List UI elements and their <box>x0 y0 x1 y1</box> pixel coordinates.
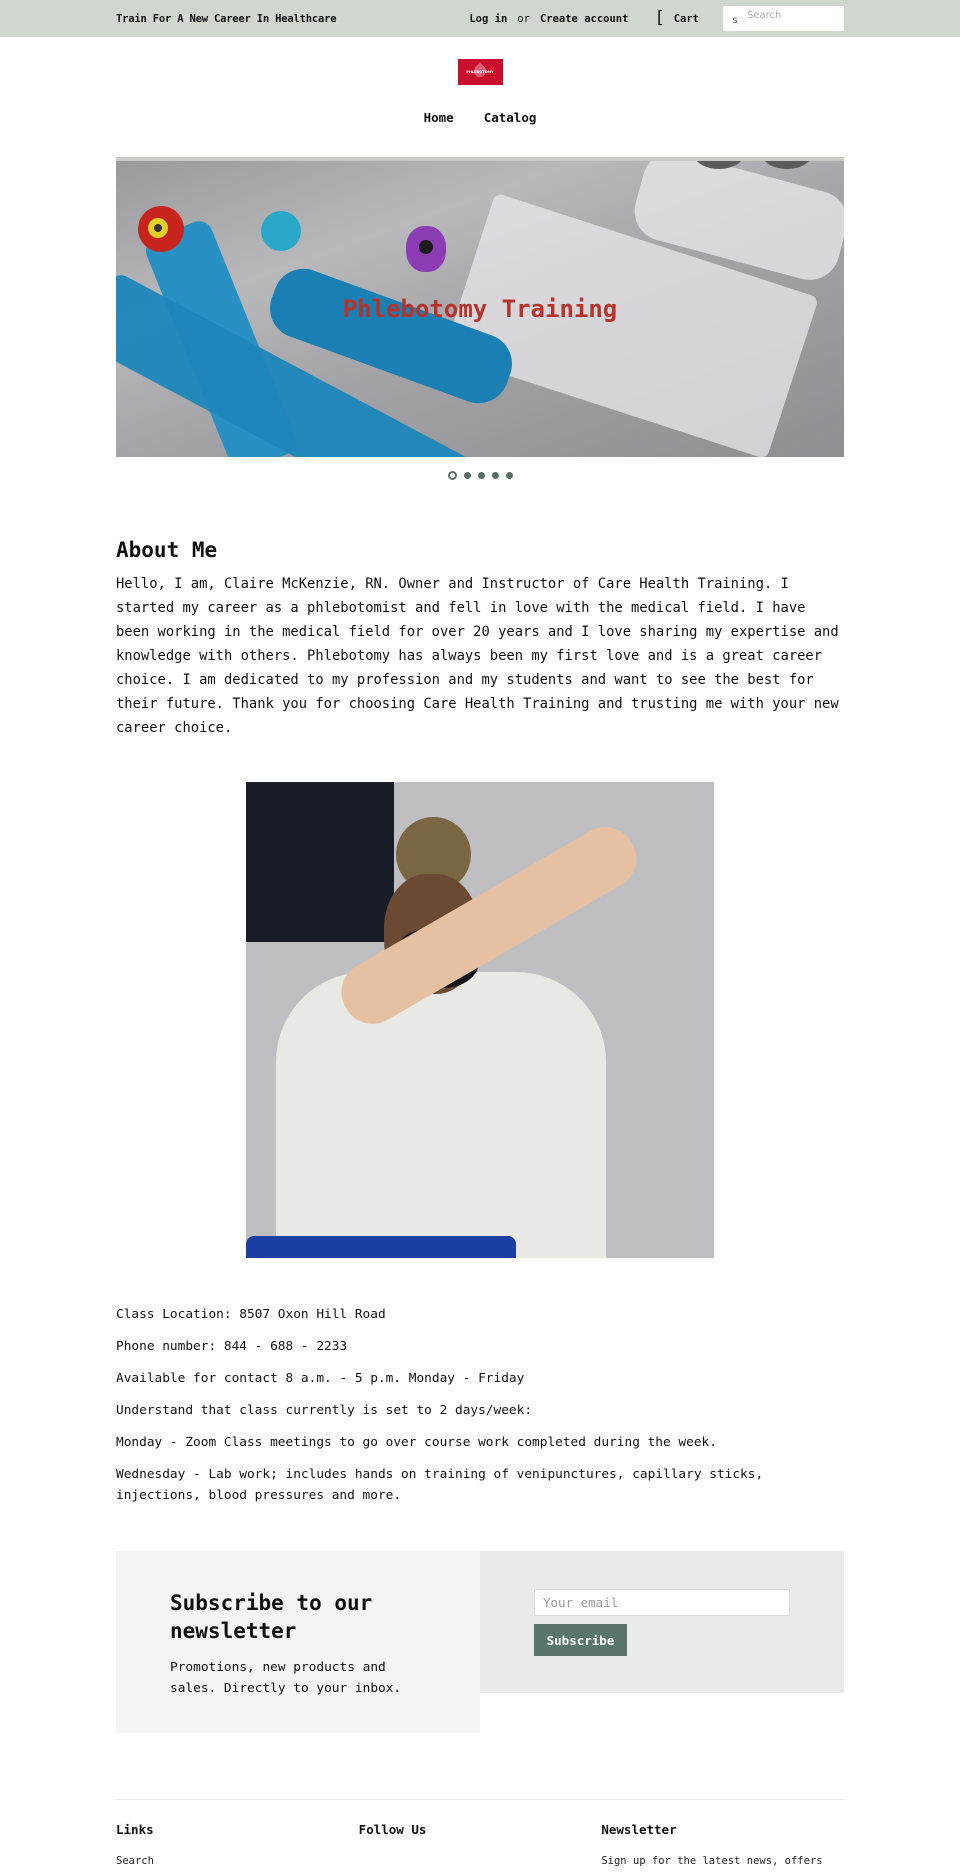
hero-image-tube-purple <box>406 226 446 272</box>
photo-lab-coat <box>276 972 606 1258</box>
hero-image-tube-blue <box>261 211 301 251</box>
footer-follow-column <box>359 1822 602 1867</box>
or-separator: or <box>517 12 530 25</box>
site-footer <box>116 1799 844 1867</box>
newsletter-section <box>116 1551 844 1733</box>
tagline: Train For A New Career In Healthcare <box>116 12 337 25</box>
subscribe-button[interactable]: Subscribe <box>534 1624 627 1656</box>
slideshow-dots <box>116 472 844 482</box>
search-box[interactable] <box>723 6 844 31</box>
slide-dot-3[interactable] <box>478 472 485 479</box>
account-links <box>469 6 844 31</box>
nav-home[interactable]: Home <box>423 110 454 125</box>
cart-label: Cart <box>673 12 699 25</box>
monday-schedule: Monday - Zoom Class meetings to go over course work completed during the week. <box>116 1435 717 1450</box>
phone-number: Phone number: 844 - 688 - 2233 <box>116 1339 348 1354</box>
cart-icon: [ <box>654 8 665 28</box>
class-location: Class Location: 8507 Oxon Hill Road <box>116 1307 386 1322</box>
announcement-bar <box>0 0 960 37</box>
about-body: Hello, I am, Claire McKenzie, RN. Owner and Instructor of Care Health Training. I started my career as a phlebotomist and fell in love with the medical field. I have been working in the medical field for over 20 years and I love sharing my expertise and knowledge with others. Phlebotomy has always been my first love and is a great career choice. I am dedicated to my profession and my students and want to see the best for their future. Thank you for choosing Care Health Training and trusting me with your new career choice. <box>116 576 839 736</box>
instructor-photo <box>246 782 714 1258</box>
create-account-link[interactable]: Create account <box>539 12 629 25</box>
newsletter-body: Promotions, new products and sales. Directly to your inbox. <box>170 1660 402 1696</box>
newsletter-form <box>480 1551 844 1693</box>
slideshow-next-button[interactable] <box>762 157 812 169</box>
email-input[interactable] <box>534 1589 790 1616</box>
wednesday-schedule: Wednesday - Lab work; includes hands on training of venipunctures, capillary sticks, injections, blood pressures and more. <box>116 1467 764 1503</box>
hero-title: Phlebotomy Training <box>342 295 618 323</box>
about-section <box>116 538 844 740</box>
footer-newsletter-text: Sign up for the latest news, offers <box>601 1855 823 1867</box>
hero-image-tube-red <box>138 206 184 252</box>
photo-tv-screen <box>246 782 394 942</box>
footer-follow-heading: Follow Us <box>358 1822 427 1837</box>
footer-newsletter-column <box>601 1822 844 1867</box>
slide-dot-1[interactable] <box>448 471 457 480</box>
search-icon: s <box>732 15 739 26</box>
hero-slideshow[interactable] <box>116 157 844 457</box>
slide-dot-5[interactable] <box>506 472 513 479</box>
main-nav <box>0 110 960 140</box>
newsletter-heading: Subscribe to our newsletter <box>170 1591 373 1643</box>
header-logo-row <box>0 37 960 97</box>
newsletter-text-panel <box>116 1551 480 1733</box>
search-input[interactable] <box>747 10 839 21</box>
footer-links-column <box>116 1822 359 1867</box>
contact-hours: Available for contact 8 a.m. - 5 p.m. Monday - Friday <box>116 1371 525 1386</box>
nav-catalog[interactable]: Catalog <box>483 110 537 125</box>
class-info <box>116 1304 844 1506</box>
class-schedule-note: Understand that class currently is set to 2 days/week: <box>116 1403 533 1418</box>
slide-dot-2[interactable] <box>464 472 471 479</box>
cart-link[interactable] <box>654 10 699 27</box>
photo-blue-table <box>246 1236 516 1258</box>
slide-dot-4[interactable] <box>492 472 499 479</box>
logo-text: PHLEBOTOMY <box>466 70 494 74</box>
footer-newsletter-heading: Newsletter <box>601 1822 677 1837</box>
about-heading: About Me <box>116 538 218 562</box>
footer-link-search[interactable]: Search <box>116 1855 154 1867</box>
footer-links-heading: Links <box>116 1822 154 1837</box>
login-link[interactable]: Log in <box>469 12 508 25</box>
site-logo[interactable] <box>458 59 503 85</box>
